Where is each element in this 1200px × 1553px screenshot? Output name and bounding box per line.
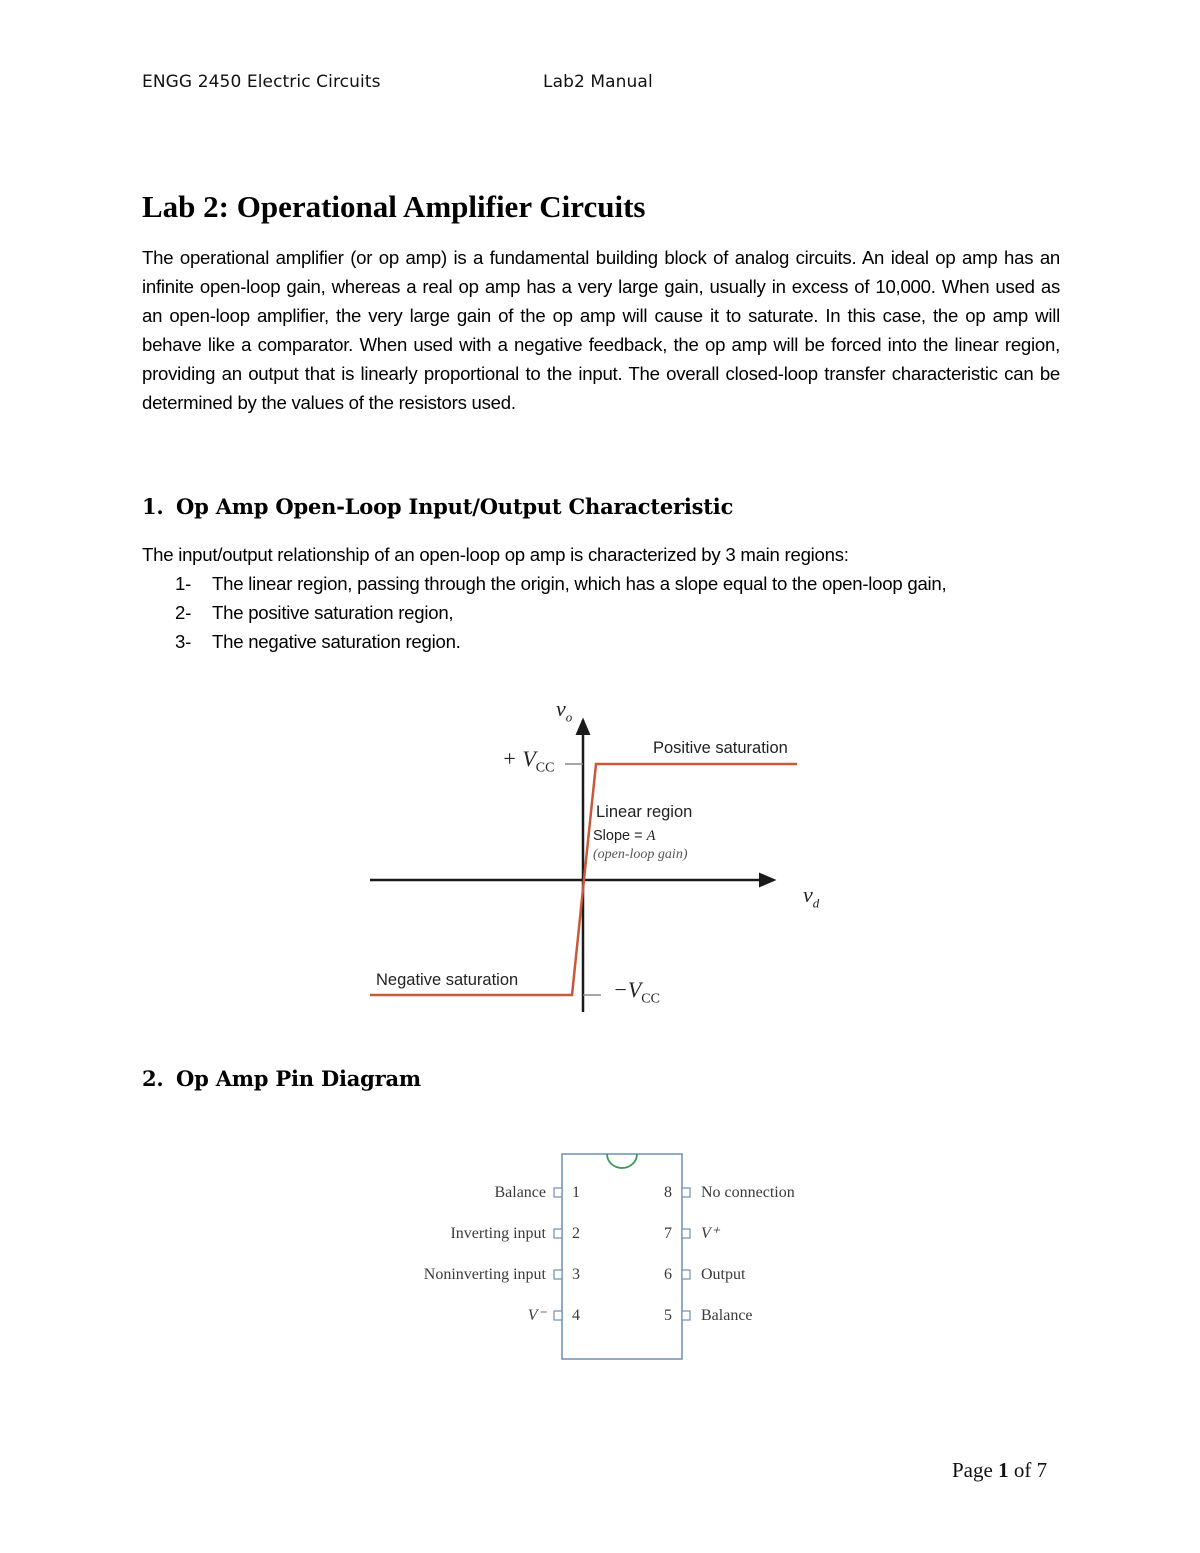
pin-6-label: Output: [701, 1266, 746, 1283]
transfer-characteristic-figure: [360, 690, 840, 1020]
section-1-number: 1.: [142, 494, 164, 519]
pin-pad: [682, 1311, 690, 1320]
header-course: ENGG 2450 Electric Circuits: [142, 72, 381, 92]
notch-icon: [607, 1154, 637, 1168]
list-marker: 1-: [175, 573, 192, 594]
pin-5-label: Balance: [701, 1307, 753, 1324]
pin-pad: [682, 1188, 690, 1197]
positive-saturation-label: Positive saturation: [653, 739, 788, 757]
list-item: [175, 569, 1060, 598]
header-document: Lab2 Manual: [543, 72, 653, 92]
y-axis-label: $v_o$: [556, 696, 573, 725]
current-page: 1: [998, 1458, 1009, 1482]
pin-7-number: 7: [664, 1225, 672, 1242]
list-text: The linear region, passing through the origin, which has a slope equal to the open-loop gain,: [212, 573, 947, 594]
list-text: The positive saturation region,: [212, 602, 454, 623]
regions-list: [175, 569, 1060, 656]
pin-8-label: No connection: [701, 1184, 795, 1201]
pin-2-label: Inverting input: [450, 1225, 546, 1242]
section-2-title: Op Amp Pin Diagram: [176, 1066, 421, 1091]
pin-pad: [682, 1270, 690, 1279]
list-text: The negative saturation region.: [212, 631, 461, 652]
slope-note: (open-loop gain): [593, 847, 688, 862]
pin-2-number: 2: [572, 1225, 580, 1242]
pin-8-number: 8: [664, 1184, 672, 1201]
dip-package: [400, 1145, 820, 1370]
pin-1-number: 1: [572, 1184, 580, 1201]
neg-rail-label: $-V_{CC}$: [613, 977, 660, 1007]
pin-pad: [554, 1270, 562, 1279]
section-2-number: 2.: [142, 1066, 164, 1091]
linear-region-label: Linear region: [596, 803, 693, 821]
negative-saturation-label: Negative saturation: [376, 971, 519, 989]
x-axis-label: $v_d$: [803, 882, 820, 911]
pin-pad: [682, 1229, 690, 1238]
list-item: [175, 627, 1060, 656]
pin-1-label: Balance: [494, 1184, 546, 1201]
pin-pad: [554, 1188, 562, 1197]
pin-pad: [554, 1311, 562, 1320]
section-1-title: Op Amp Open-Loop Input/Output Characteristic: [176, 494, 734, 519]
page-title: Lab 2: Operational Amplifier Circuits: [142, 189, 646, 224]
list-marker: 3-: [175, 631, 192, 652]
pin-3-label: Noninverting input: [423, 1266, 546, 1283]
pin-diagram-figure: [400, 1145, 820, 1370]
pos-rail-label: + $V_{CC}$: [502, 746, 555, 776]
intro-paragraph: The operational amplifier (or op amp) is a fundamental building block of analog circuits. An ideal op amp has an infinite open-loop gain, whereas a real op amp has a very large gain, usually in excess of 10,000. When used as an open-loop amplifier, the very large gain of the op amp will cause it to saturate. In this case, the op amp will behave like a comparator. When used with a negative feedback, the op amp will be forced into the linear region, providing an output that is linearly proportional to the input. The overall closed-loop transfer characteristic can be determined by the values of the resistors used.: [142, 247, 1060, 413]
pin-4-number: 4: [572, 1307, 580, 1324]
pin-5-number: 5: [664, 1307, 672, 1324]
section-2-heading: [142, 1066, 421, 1091]
section-1-heading: [142, 494, 733, 519]
total-pages: 7: [1036, 1458, 1048, 1482]
pin-4-label: V⁻: [527, 1307, 546, 1324]
slope-label: Slope = A: [593, 828, 656, 844]
section-1-lead: The input/output relationship of an open-loop op amp is characterized by 3 main regions:: [142, 544, 849, 565]
page-number: Page 1 of 7: [952, 1458, 1048, 1482]
pin-7-label: V⁺: [701, 1225, 720, 1242]
list-marker: 2-: [175, 602, 192, 623]
pin-3-number: 3: [572, 1266, 580, 1283]
list-item: [175, 598, 1060, 627]
pin-6-number: 6: [664, 1266, 672, 1283]
pin-pad: [554, 1229, 562, 1238]
